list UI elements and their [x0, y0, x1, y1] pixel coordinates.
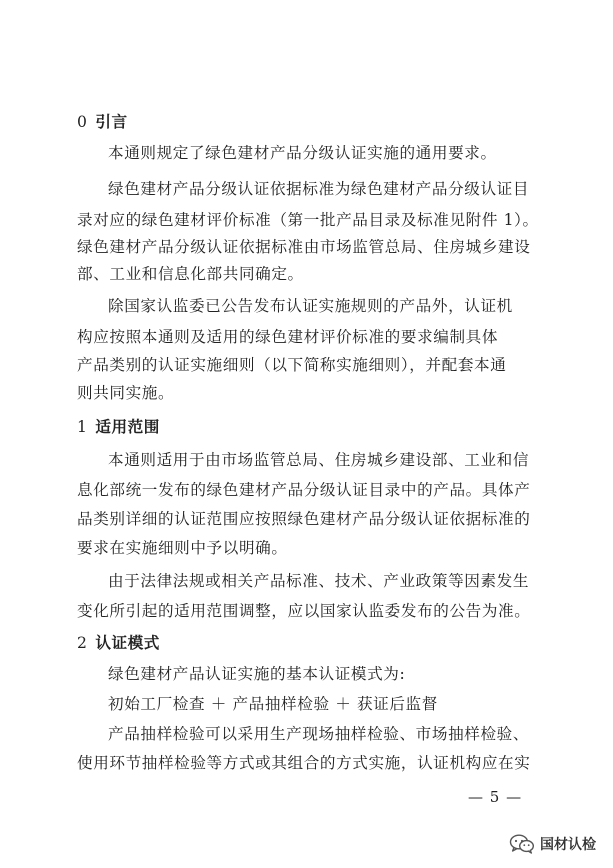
- paragraph-line: 要求在实施细则中予以明确。: [77, 539, 288, 557]
- paragraph-line: 绿色建材产品分级认证依据标准为绿色建材产品分级认证目: [108, 180, 530, 198]
- paragraph-line: 除国家认监委已公告发布认证实施规则的产品外，认证机: [108, 297, 513, 315]
- paragraph-line: 品类别详细的认证范围应按照绿色建材产品分级认证依据标准的: [77, 510, 531, 528]
- section-title: 适用范围: [95, 418, 160, 436]
- section-title: 引言: [95, 113, 128, 131]
- paragraph-line: 变化所引起的适用范围调整，应以国家认监委发布的公告为准。: [77, 602, 531, 620]
- paragraph-line: 本通则规定了绿色建材产品分级认证实施的通用要求。: [108, 144, 497, 162]
- section-number: 2: [77, 634, 88, 652]
- paragraph-line: 绿色建材产品分级认证依据标准由市场监管总局、住房城乡建设: [77, 238, 531, 256]
- section-number: 0: [77, 113, 88, 131]
- paragraph-line: 息化部统一发布的绿色建材产品分级认证目录中的产品。具体产: [77, 481, 531, 499]
- wechat-icon: [509, 834, 535, 854]
- paragraph-line: 产品抽样检验可以采用生产现场抽样检验、市场抽样检验、: [108, 725, 530, 743]
- paragraph-line: 产品类别的认证实施细则（以下简称实施细则），并配套本通: [77, 356, 507, 374]
- section-heading-scope: [77, 416, 537, 438]
- watermark: [509, 832, 596, 856]
- paragraph-line: 初始工厂检查 ＋ 产品抽样检验 ＋ 获证后监督: [108, 695, 438, 713]
- paragraph-line: 本通则适用于由市场监管总局、住房城乡建设部、工业和信: [108, 451, 530, 469]
- paragraph-line: 部、工业和信息化部共同确定。: [77, 265, 304, 283]
- paragraph-line: 则共同实施。: [77, 384, 175, 402]
- watermark-text: 国材认检: [540, 837, 596, 853]
- section-number: 1: [77, 418, 88, 436]
- section-heading-mode: [77, 632, 537, 654]
- paragraph-line: 绿色建材产品认证实施的基本认证模式为:: [108, 665, 406, 683]
- paragraph-line: 使用环节抽样检验等方式或其组合的方式实施，认证机构应在实: [77, 754, 531, 772]
- paragraph-line: 录对应的绿色建材评价标准（第一批产品目录及标准见附件 1）。: [77, 211, 539, 229]
- section-title: 认证模式: [95, 634, 160, 652]
- section-heading-intro: [77, 111, 537, 133]
- paragraph-line: 构应按照本通则及适用的绿色建材评价标准的要求编制具体: [77, 328, 499, 346]
- page-number: — 5 —: [468, 788, 523, 806]
- paragraph-line: 由于法律法规或相关产品标准、技术、产业政策等因素发生: [108, 572, 530, 590]
